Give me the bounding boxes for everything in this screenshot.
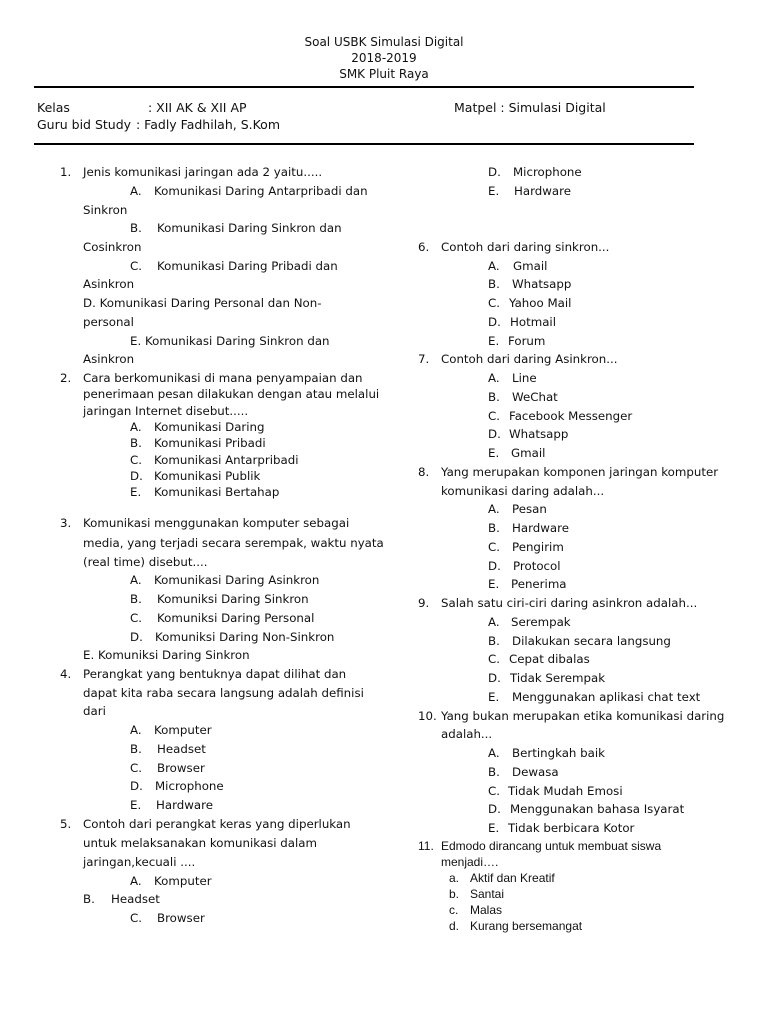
option-text: Tidak Serempak: [510, 671, 606, 685]
option-text-cont: Cosinkron: [83, 240, 142, 254]
option-text: Kurang bersemangat: [470, 919, 583, 933]
option-text: Penerima: [511, 577, 567, 591]
question-text: Yang merupakan komponen jaringan komputer: [441, 465, 719, 479]
question-text: media, yang terjadi secara serempak, waktu nyata: [83, 536, 384, 550]
option-text: Komputer: [154, 723, 212, 737]
guru-label: Guru bid Study: [37, 117, 132, 132]
option-text: Malas: [470, 903, 503, 917]
header-divider-bottom: [34, 143, 694, 145]
question-text: jaringan,kecuali ....: [83, 855, 196, 869]
option-text: Komunikasi Bertahap: [154, 485, 280, 499]
school-name: SMK Pluit Raya: [339, 67, 429, 81]
header-divider-top: [34, 86, 694, 88]
option-text: Hardware: [514, 184, 571, 198]
option-text: Browser: [157, 761, 205, 775]
option-label: C.: [130, 911, 142, 925]
option-text: Pesan: [512, 502, 547, 516]
question-text: adalah...: [441, 727, 493, 741]
option-text: Komunikasi Pribadi: [154, 436, 266, 450]
option-label: A.: [488, 371, 500, 385]
option-text: Browser: [157, 911, 205, 925]
option-text: Headset: [157, 742, 206, 756]
option-label: E.: [488, 184, 500, 198]
question-text: penerimaan pesan dilakukan dengan atau melalui: [83, 387, 380, 401]
option-text: Microphone: [155, 779, 224, 793]
option-text: Facebook Messenger: [509, 409, 633, 423]
option-label: C.: [488, 296, 500, 310]
question-text: Cara berkomunikasi di mana penyampaian dan: [83, 371, 363, 385]
matpel: Matpel : Simulasi Digital: [454, 100, 606, 115]
exam-title: Soal USBK Simulasi Digital: [304, 35, 464, 49]
question-text: untuk melaksanakan komunikasi dalam: [83, 836, 317, 850]
option-text: Protocol: [513, 559, 561, 573]
guru-value: : Fadly Fadhilah, S.Kom: [136, 117, 281, 132]
option-text: Microphone: [513, 165, 582, 179]
option-text: Tidak berbicara Kotor: [508, 821, 635, 835]
option-text: Serempak: [511, 615, 571, 629]
kelas-value: : XII AK & XII AP: [148, 100, 247, 115]
option-text: Line: [512, 371, 537, 385]
option-label: b.: [449, 887, 460, 901]
option-label: A.: [130, 184, 142, 198]
option-text: Yahoo Mail: [509, 296, 572, 310]
option-label: E.: [488, 821, 500, 835]
option-text: Komuniksi Daring Sinkron: [157, 592, 309, 606]
question-number: 5.: [60, 817, 72, 831]
option-text: Santai: [470, 887, 505, 901]
question-text: Yang bukan merupakan etika komunikasi daring: [441, 709, 725, 723]
option-label: B.: [130, 742, 142, 756]
option-label: B.: [488, 765, 500, 779]
option-text: Gmail: [511, 446, 546, 460]
option-text: Whatsapp: [509, 427, 569, 441]
option-text: Cepat dibalas: [509, 652, 590, 666]
question-text: Perangkat yang bentuknya dapat dilihat dan: [83, 667, 347, 681]
kelas-label: Kelas: [37, 100, 70, 115]
option-label: D.: [130, 630, 143, 644]
option-label: A.: [488, 502, 500, 516]
option-label: E.: [488, 446, 500, 460]
option-text: Komunikasi Daring Antarpribadi dan: [154, 184, 368, 198]
option-label: C.: [488, 652, 500, 666]
option-label: B.: [488, 277, 500, 291]
option-text: Komuniksi Daring Non-Sinkron: [155, 630, 335, 644]
option-label: B.: [488, 390, 500, 404]
option-label: B.: [130, 221, 142, 235]
option-text: Menggunakan bahasa Isyarat: [510, 802, 685, 816]
option-text: Komunikasi Daring: [154, 420, 265, 434]
option-text: Bertingkah baik: [512, 746, 605, 760]
option-text: Komputer: [154, 874, 212, 888]
option-text: Headset: [111, 892, 160, 906]
question-text: menjadi….: [441, 855, 499, 869]
option-text-cont: personal: [83, 315, 134, 329]
option-label: A.: [488, 615, 500, 629]
question-text: komunikasi daring adalah...: [441, 484, 605, 498]
option-label: D.: [488, 165, 501, 179]
question-number: 8.: [418, 465, 430, 479]
option-text: Gmail: [513, 259, 548, 273]
option-text-cont: Asinkron: [83, 352, 135, 366]
question-number: 10.: [418, 709, 437, 723]
option-label: B.: [488, 634, 500, 648]
question-text: (real time) disebut....: [83, 555, 208, 569]
option-text: Pengirim: [512, 540, 564, 554]
question-text: Komunikasi menggunakan komputer sebagai: [83, 516, 350, 530]
option-text: Menggunakan aplikasi chat text: [512, 690, 701, 704]
option-label: D.: [130, 779, 143, 793]
option-text: Komuniksi Daring Personal: [157, 611, 315, 625]
option-text: Komunikasi Daring Sinkron dan: [157, 221, 342, 235]
option-text: Tidak Mudah Emosi: [508, 784, 623, 798]
question-number: 7.: [418, 352, 430, 366]
option-label: E.: [130, 798, 142, 812]
option-text: Aktif dan Kreatif: [470, 871, 555, 885]
option-label: a.: [449, 871, 460, 885]
option-label: D.: [488, 315, 501, 329]
option-label: A.: [488, 259, 500, 273]
option-text: E. Komunikasi Daring Sinkron dan: [130, 334, 330, 348]
question-text: jaringan Internet disebut.....: [83, 404, 249, 418]
option-label: D.: [488, 559, 501, 573]
option-text-cont: Asinkron: [83, 277, 135, 291]
question-number: 1.: [60, 165, 72, 179]
option-label: B.: [488, 521, 500, 535]
option-label: C.: [130, 453, 142, 467]
option-text: Komunikasi Daring Pribadi dan: [157, 259, 338, 273]
option-label: E.: [488, 577, 500, 591]
question-text: Contoh dari perangkat keras yang diperlukan: [83, 817, 351, 831]
option-text: Komunikasi Daring Asinkron: [154, 573, 320, 587]
option-text: Dilakukan secara langsung: [512, 634, 671, 648]
question-text: Edmodo dirancang untuk membuat siswa: [441, 839, 662, 853]
question-number: 4.: [60, 667, 72, 681]
option-label: D.: [488, 671, 501, 685]
option-label: D.: [130, 469, 143, 483]
option-text: Dewasa: [512, 765, 559, 779]
option-text: Komunikasi Antarpribadi: [154, 453, 299, 467]
question-text: Salah satu ciri-ciri daring asinkron adalah...: [441, 596, 698, 610]
question-text: dari: [83, 704, 106, 718]
question-text: dapat kita raba secara langsung adalah definisi: [83, 686, 364, 700]
option-text: Forum: [508, 334, 546, 348]
option-label: C.: [130, 611, 142, 625]
exam-year: 2018-2019: [351, 51, 417, 65]
option-text: Hardware: [156, 798, 213, 812]
option-label: C.: [488, 540, 500, 554]
question-number: 6.: [418, 240, 430, 254]
question-number: 9.: [418, 596, 430, 610]
option-text-cont: Sinkron: [83, 203, 128, 217]
option-label: B.: [130, 592, 142, 606]
option-label: C.: [488, 784, 500, 798]
question-text: Contoh dari daring sinkron...: [441, 240, 610, 254]
option-text: Whatsapp: [512, 277, 572, 291]
question-number: 3.: [60, 516, 72, 530]
question-number: 11.: [418, 839, 434, 853]
option-text: D. Komunikasi Daring Personal dan Non-: [83, 296, 322, 310]
option-label: d.: [449, 919, 460, 933]
question-text: Jenis komunikasi jaringan ada 2 yaitu.....: [83, 165, 323, 179]
option-text: Hotmail: [510, 315, 556, 329]
option-label: c.: [449, 903, 459, 917]
option-label: A.: [488, 746, 500, 760]
option-label: A.: [130, 874, 142, 888]
option-label: C.: [130, 761, 142, 775]
option-label: A.: [130, 573, 142, 587]
option-label: A.: [130, 420, 142, 434]
option-label: C.: [130, 259, 142, 273]
option-label: B.: [130, 436, 142, 450]
option-label: E.: [488, 690, 500, 704]
option-label: D.: [488, 802, 501, 816]
option-label: E.: [130, 485, 142, 499]
question-number: 2.: [60, 371, 72, 385]
option-label: C.: [488, 409, 500, 423]
option-label: A.: [130, 723, 142, 737]
option-label: B.: [83, 892, 95, 906]
option-text: E. Komuniksi Daring Sinkron: [83, 648, 250, 662]
option-label: D.: [488, 427, 501, 441]
option-text: WeChat: [512, 390, 558, 404]
question-text: Contoh dari daring Asinkron...: [441, 352, 618, 366]
option-text: Hardware: [512, 521, 569, 535]
option-text: Komunikasi Publik: [154, 469, 261, 483]
option-label: E.: [488, 334, 500, 348]
